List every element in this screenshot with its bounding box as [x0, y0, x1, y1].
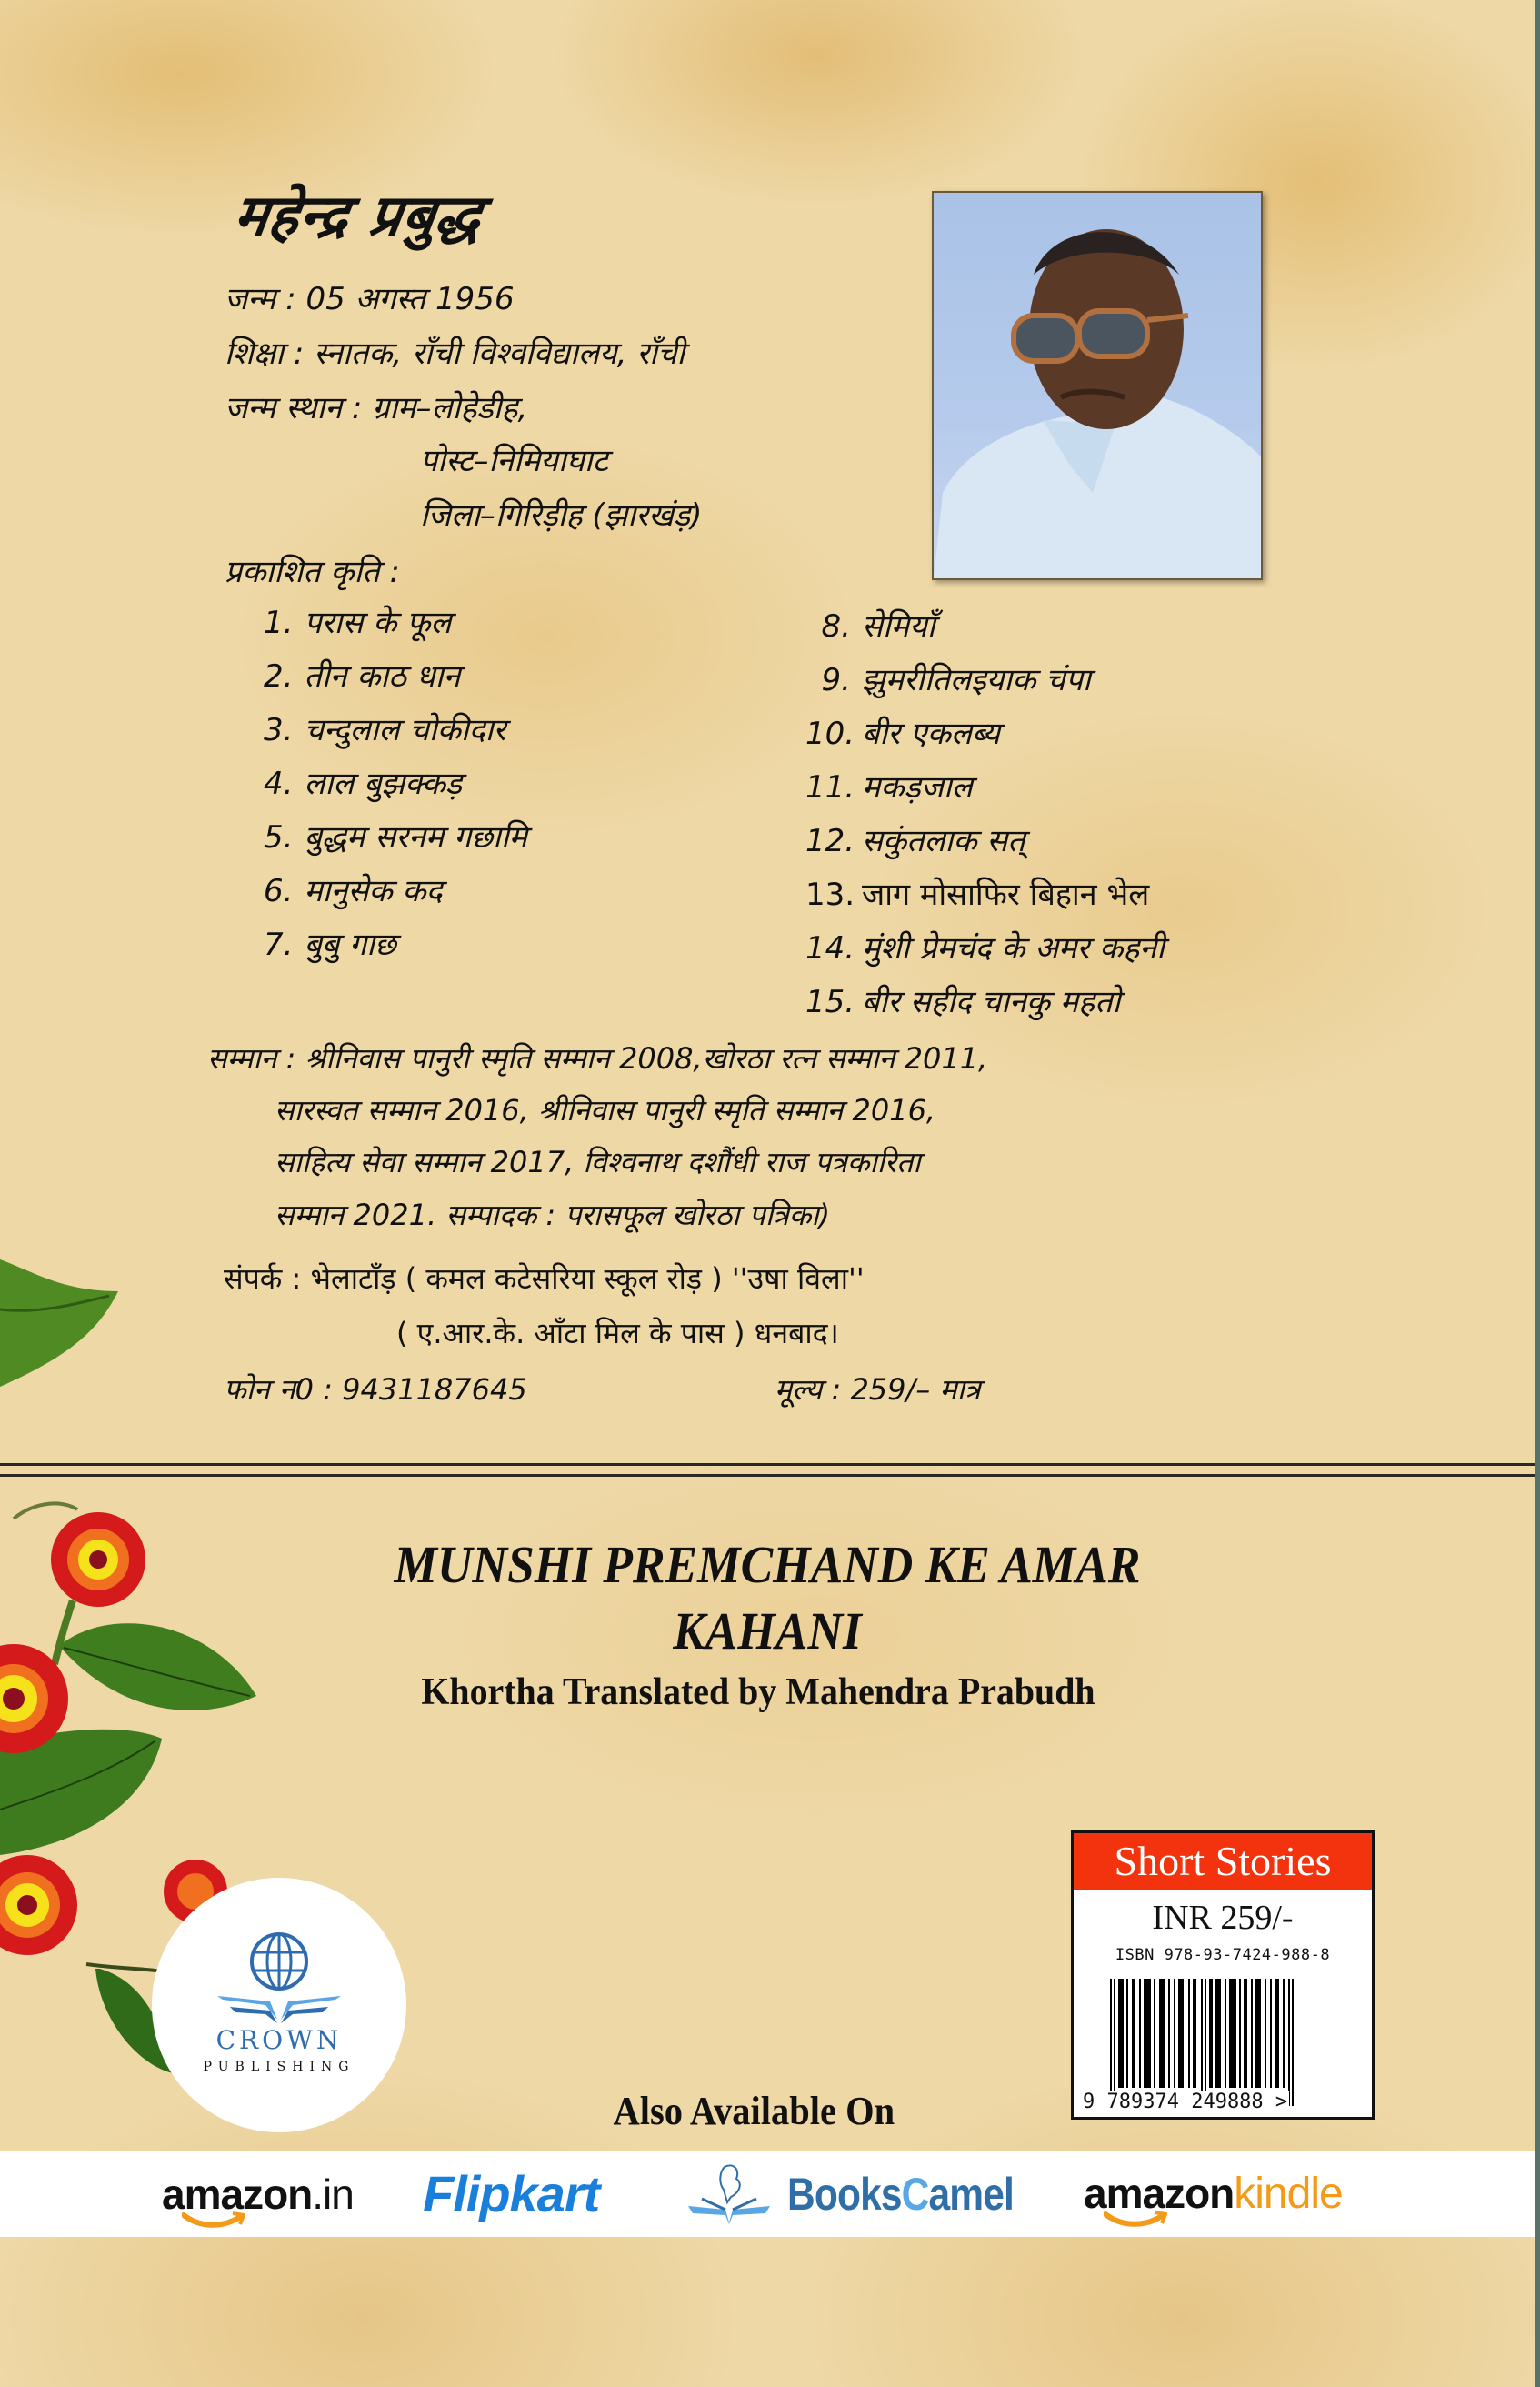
also-available-label: Also Available On — [613, 2089, 895, 2133]
list-item: 3. चन्दुलाल चोकीदार — [264, 712, 506, 748]
honors-line-3: साहित्य सेवा सम्मान 2017, विश्वनाथ दशौंधी राज पत्रकारिता — [275, 1145, 921, 1179]
publisher-name: CROWN — [215, 2025, 343, 2055]
list-item: 5. बुद्धम सरनम गछामि — [264, 819, 527, 856]
birthplace-post: पोस्ट–निमियाघाट — [420, 443, 608, 479]
retailer-strip — [0, 2151, 1535, 2237]
leaf-decoration-icon — [0, 1255, 127, 1391]
book-title-line-1: MUNSHI PREMCHAND KE AMAR — [394, 1535, 1141, 1594]
flipkart-logo[interactable]: Flipkart — [423, 2165, 600, 2222]
amazon-smile-icon — [182, 2211, 245, 2230]
works-list-left — [264, 607, 527, 983]
genre-label: Short Stories — [1074, 1833, 1372, 1890]
list-item: 15. बीर सहीद चानकु महतो — [805, 984, 1121, 1020]
list-item: 7. बुबु गाछ — [264, 927, 396, 963]
bookscamel-book-icon — [684, 2162, 775, 2226]
book-subtitle: Khortha Translated by Mahendra Prabudh — [421, 1671, 1095, 1713]
list-item: 8. सेमियाँ — [821, 608, 935, 645]
list-item: 14. मुंशी प्रेमचंद के अमर कहनी — [805, 930, 1165, 967]
amazon-in-logo[interactable]: amazon.in — [162, 2151, 354, 2237]
author-photo — [932, 191, 1263, 580]
amazon-kindle-logo[interactable]: amazonkindle — [1084, 2151, 1343, 2237]
cover-edge-strip — [1535, 0, 1540, 2387]
price-hindi: मूल्य : 259/– मात्र — [775, 1372, 981, 1407]
price-label: INR 259/- — [1152, 1899, 1294, 1937]
list-item: 1. परास के फूल — [264, 605, 452, 641]
author-portrait-icon — [934, 193, 1261, 578]
honors-line-4: सम्मान 2021. सम्पादक : परासफूल खोरठा पत्रिका) — [275, 1198, 831, 1232]
barcode-icon — [1110, 1979, 1301, 2106]
divider-top — [0, 1463, 1535, 1466]
isbn-number: ISBN 978-93-7424-988-8 — [1115, 1946, 1331, 1964]
honors-line-1: सम्मान : श्रीनिवास पानुरी स्मृति सम्मान 2008,खोरठा रत्न सम्मान 2011, — [207, 1041, 988, 1076]
list-item: 10. बीर एकलब्य — [805, 716, 1001, 752]
divider-bottom — [0, 1474, 1535, 1477]
works-list-right — [805, 608, 1165, 1040]
bookscamel-logo[interactable]: BooksCamel — [684, 2151, 1054, 2237]
list-item: 4. लाल बुझक्कड़ — [264, 766, 463, 802]
book-title-line-2: KAHANI — [673, 1601, 862, 1660]
barcode-digits: 9 789374 249888 > — [1083, 2091, 1288, 2113]
education: शिक्षा : स्नातक, राँची विश्वविद्यालय, राँची — [225, 336, 685, 372]
phone-number: फोन न0 : 9431187645 — [224, 1372, 527, 1407]
honors-line-2: सारस्वत सम्मान 2016, श्रीनिवास पानुरी स्मृति सम्मान 2016, — [275, 1093, 936, 1128]
works-heading: प्रकाशित कृति : — [225, 554, 400, 590]
birthplace-district: जिला–गिरिड़ीह (झारखंड़) — [420, 497, 703, 534]
amazon-smile-icon — [1104, 2211, 1167, 2229]
globe-book-icon — [215, 1932, 343, 2023]
birthplace: जन्म स्थान : ग्राम–लोहेडीह, — [225, 390, 528, 426]
birth-date: जन्म : 05 अगस्त 1956 — [225, 281, 515, 317]
contact-address: संपर्क : भेलाटाँड़ ( कमल कटेसरिया स्कूल रोड़ ) ''उषा विला'' — [224, 1261, 865, 1296]
list-item: 9. झुमरीतिलइयाक चंपा — [821, 662, 1091, 698]
list-item: 2. तीन काठ धान — [264, 658, 461, 695]
contact-address-2: ( ए.आर.के. आँटा मिल के पास ) धनबाद। — [396, 1316, 839, 1350]
isbn-price-box — [1071, 1830, 1375, 2120]
author-signature: महेन्द्र प्रबुद्ध — [229, 182, 487, 248]
list-item: 12. सकुंतलाक सत् — [805, 823, 1025, 859]
list-item: 11. मकड़जाल — [805, 769, 973, 806]
list-item: 13. जाग मोसाफिर बिहान भेल — [805, 877, 1150, 913]
list-item: 6. मानुसेक कद — [264, 873, 443, 909]
publisher-sub: PUBLISHING — [203, 2060, 355, 2074]
